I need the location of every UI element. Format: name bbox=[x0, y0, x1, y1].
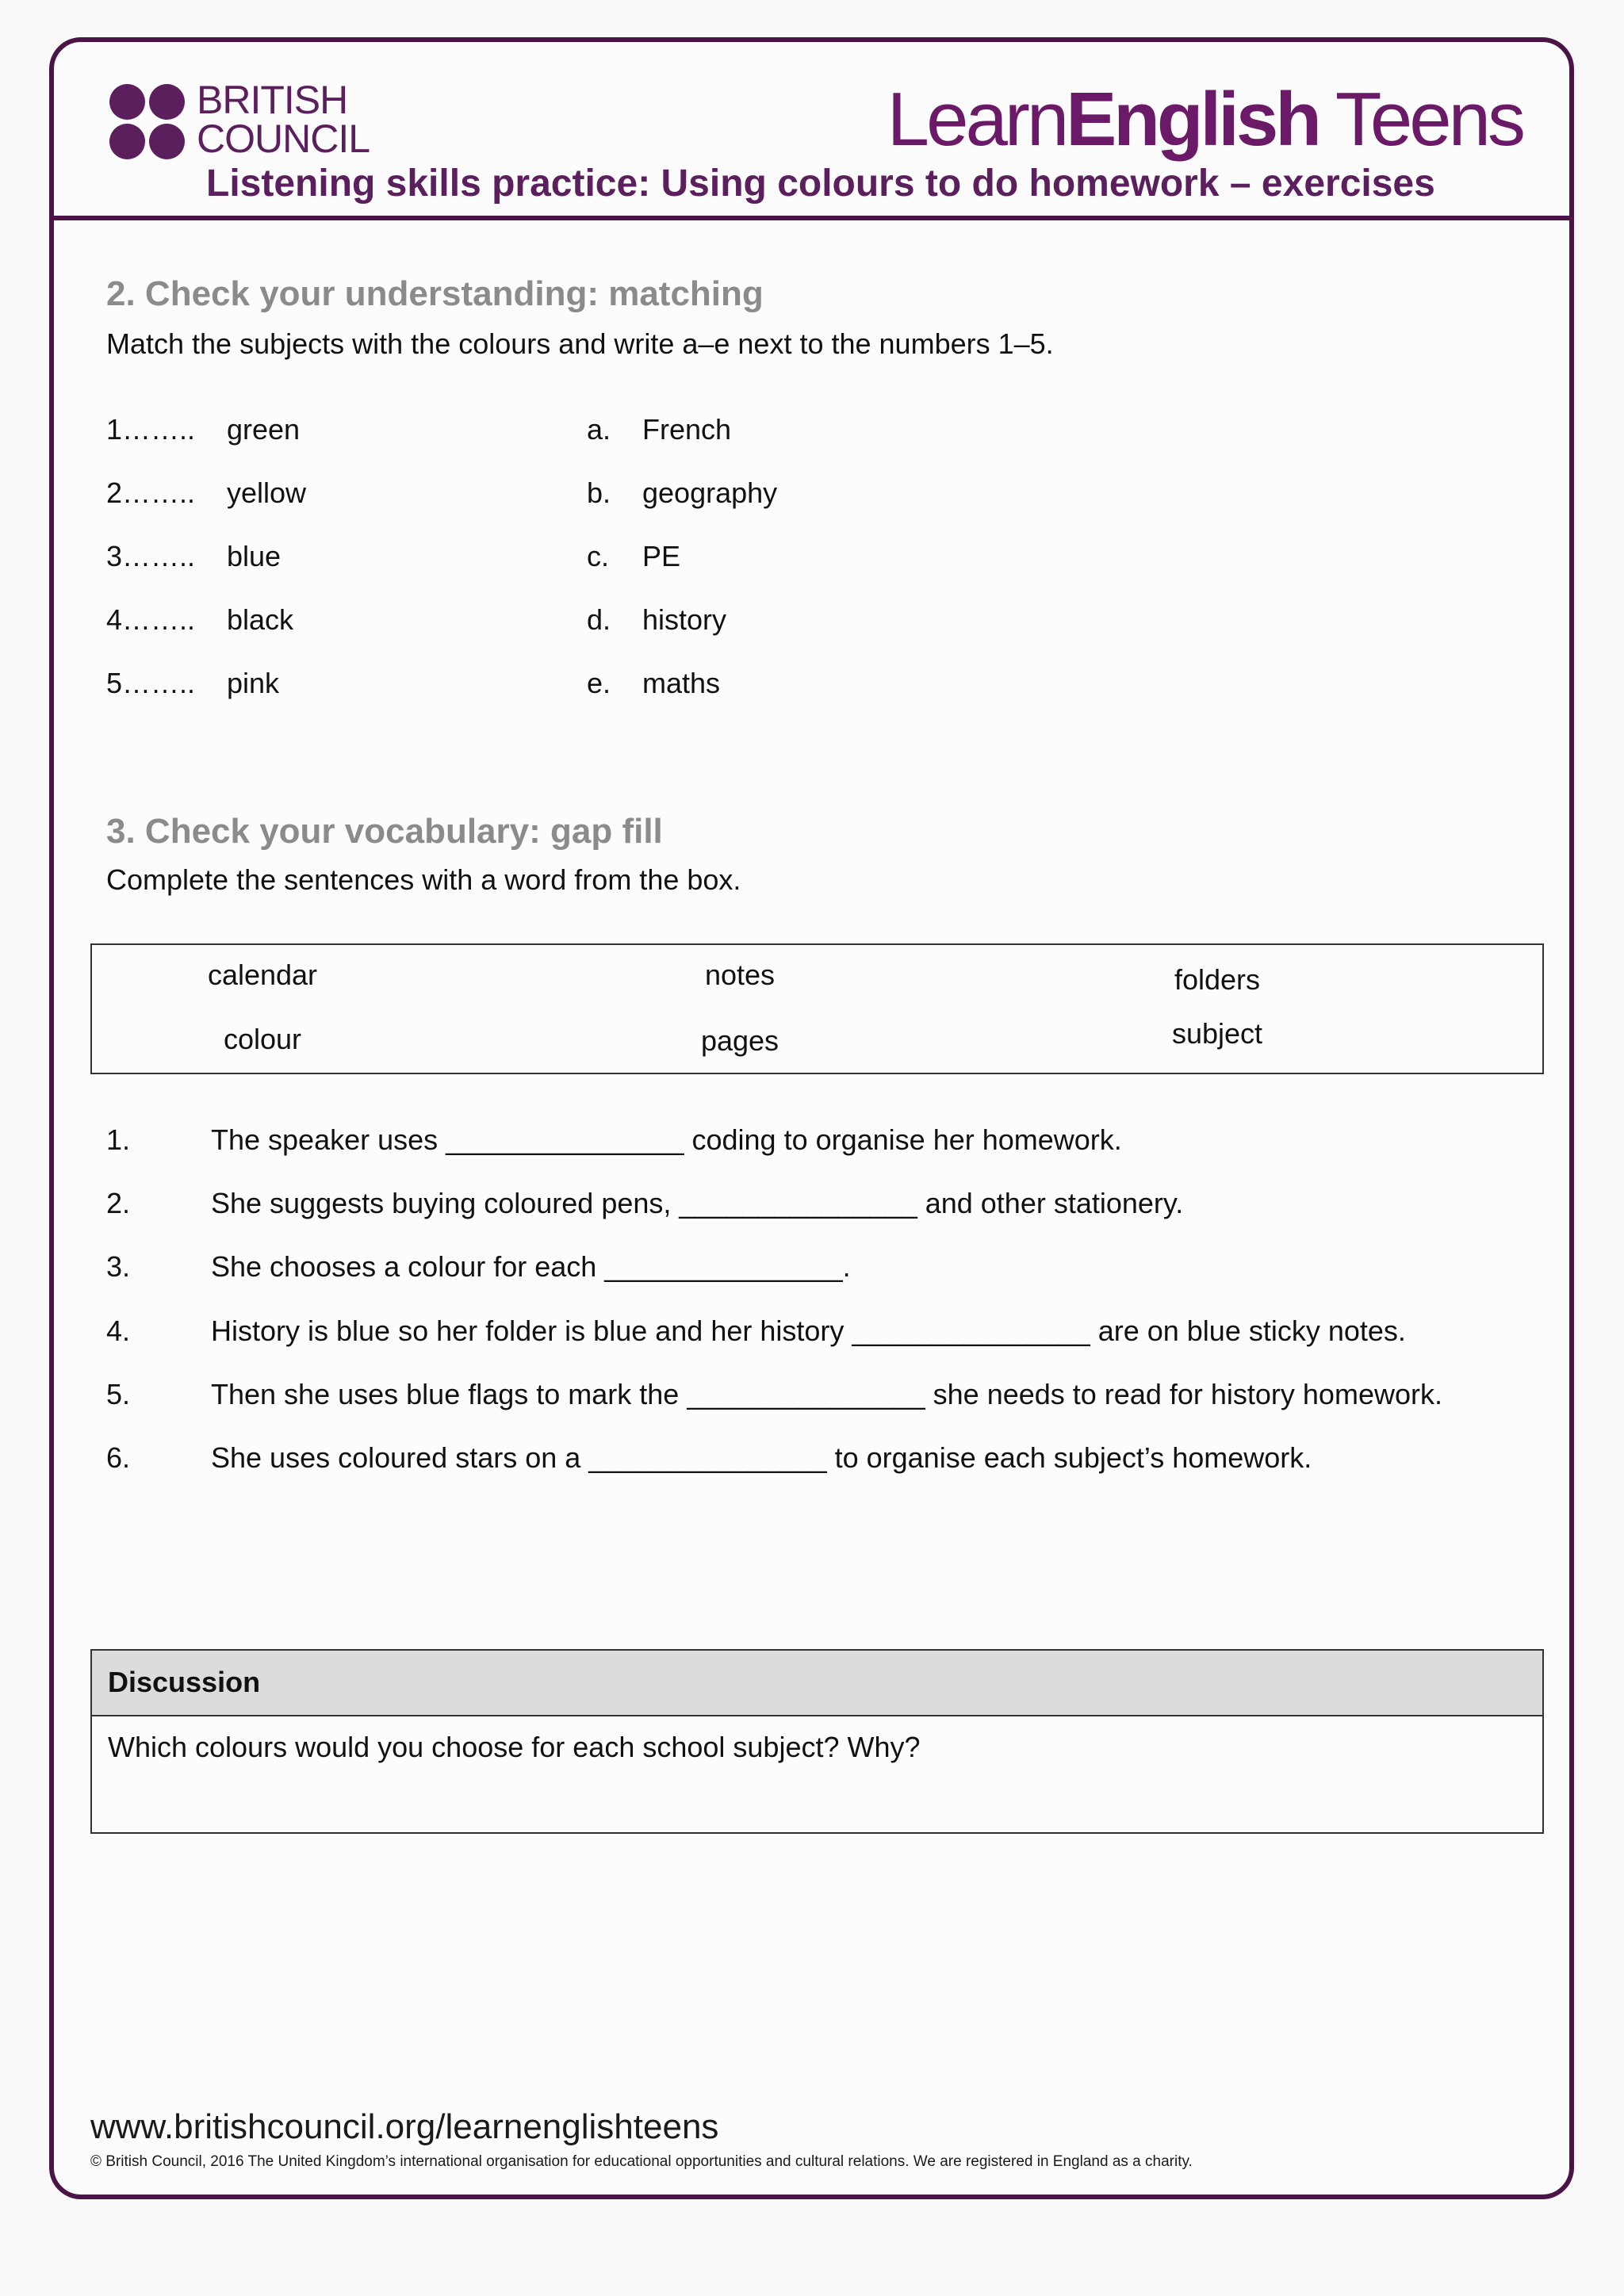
word-box-item: folders bbox=[1174, 963, 1261, 996]
match-colour: black bbox=[227, 603, 294, 636]
discussion-header bbox=[92, 1651, 1542, 1716]
logo-teens: Teens bbox=[1318, 77, 1522, 162]
match-colour: pink bbox=[227, 667, 280, 699]
logo-english: English bbox=[1066, 77, 1319, 162]
british-council-wordmark bbox=[197, 78, 403, 161]
match-subject: history bbox=[642, 603, 727, 636]
match-letter: c. bbox=[587, 540, 610, 572]
sentence-text: She uses coloured stars on a _______________ to organise each subject’s homework. bbox=[211, 1441, 1312, 1474]
match-number: 5…….. bbox=[106, 667, 196, 699]
brand-line-1: BRITISH bbox=[197, 78, 348, 122]
match-subject: PE bbox=[642, 540, 681, 572]
sentence-number: 5. bbox=[106, 1378, 131, 1410]
footer-copyright: © British Council, 2016 The United Kingdom’s international organisation for educational opportunities and cultural relations. We are registered in England as a charity. bbox=[90, 2153, 1193, 2170]
sentence-number: 1. bbox=[106, 1123, 131, 1156]
match-colour: yellow bbox=[227, 476, 307, 509]
sentence-text: The speaker uses _______________ coding to organise her homework. bbox=[211, 1123, 1122, 1156]
match-letter: b. bbox=[587, 476, 611, 509]
match-number: 1…….. bbox=[106, 413, 196, 446]
page-title: Listening skills practice: Using colours to do homework – exercises bbox=[206, 163, 1435, 205]
word-box-item: calendar bbox=[207, 959, 318, 991]
discussion-question: Which colours would you choose for each school subject? Why? bbox=[108, 1731, 921, 1763]
sentence-number: 4. bbox=[106, 1314, 131, 1347]
discussion-box bbox=[90, 1649, 1544, 1834]
section-2-title: 2. Check your understanding: matching bbox=[106, 274, 764, 313]
sentence-text: History is blue so her folder is blue and her history _______________ are on blue sticky notes. bbox=[211, 1314, 1406, 1347]
brand-line-2: COUNCIL bbox=[197, 117, 370, 161]
section-3-instruction: Complete the sentences with a word from the box. bbox=[106, 863, 741, 896]
learnenglish-teens-logo bbox=[887, 76, 1522, 163]
header-divider bbox=[49, 216, 1574, 220]
match-letter: d. bbox=[587, 603, 611, 636]
match-letter: a. bbox=[587, 413, 611, 446]
match-subject: geography bbox=[642, 476, 778, 509]
match-colour: blue bbox=[227, 540, 282, 572]
word-box-item: subject bbox=[1171, 1017, 1263, 1050]
british-council-dots-icon bbox=[109, 84, 186, 160]
match-letter: e. bbox=[587, 667, 611, 699]
word-box-item: notes bbox=[704, 959, 776, 991]
match-number: 4…….. bbox=[106, 603, 196, 636]
match-subject: maths bbox=[642, 667, 721, 699]
word-box-item: pages bbox=[700, 1024, 779, 1057]
footer-url: www.britishcouncil.org/learnenglishteens bbox=[90, 2107, 719, 2146]
logo-learn: Learn bbox=[887, 77, 1067, 162]
word-box bbox=[90, 943, 1544, 1074]
word-box-item: colour bbox=[223, 1023, 302, 1055]
match-number: 2…….. bbox=[106, 476, 196, 509]
discussion-heading: Discussion bbox=[108, 1666, 261, 1698]
sentence-number: 3. bbox=[106, 1250, 131, 1283]
match-number: 3…….. bbox=[106, 540, 196, 572]
match-subject: French bbox=[642, 413, 732, 446]
sentence-text: Then she uses blue flags to mark the _______________ she needs to read for history homework. bbox=[211, 1378, 1442, 1410]
section-2-instruction: Match the subjects with the colours and write a–e next to the numbers 1–5. bbox=[106, 327, 1054, 360]
sentence-text: She suggests buying coloured pens, _______________ and other stationery. bbox=[211, 1187, 1184, 1219]
section-3-title: 3. Check your vocabulary: gap fill bbox=[106, 812, 663, 851]
sentence-number: 6. bbox=[106, 1441, 131, 1474]
sentence-number: 2. bbox=[106, 1187, 131, 1219]
match-colour: green bbox=[227, 413, 301, 446]
sentence-text: She chooses a colour for each _______________. bbox=[211, 1250, 851, 1283]
